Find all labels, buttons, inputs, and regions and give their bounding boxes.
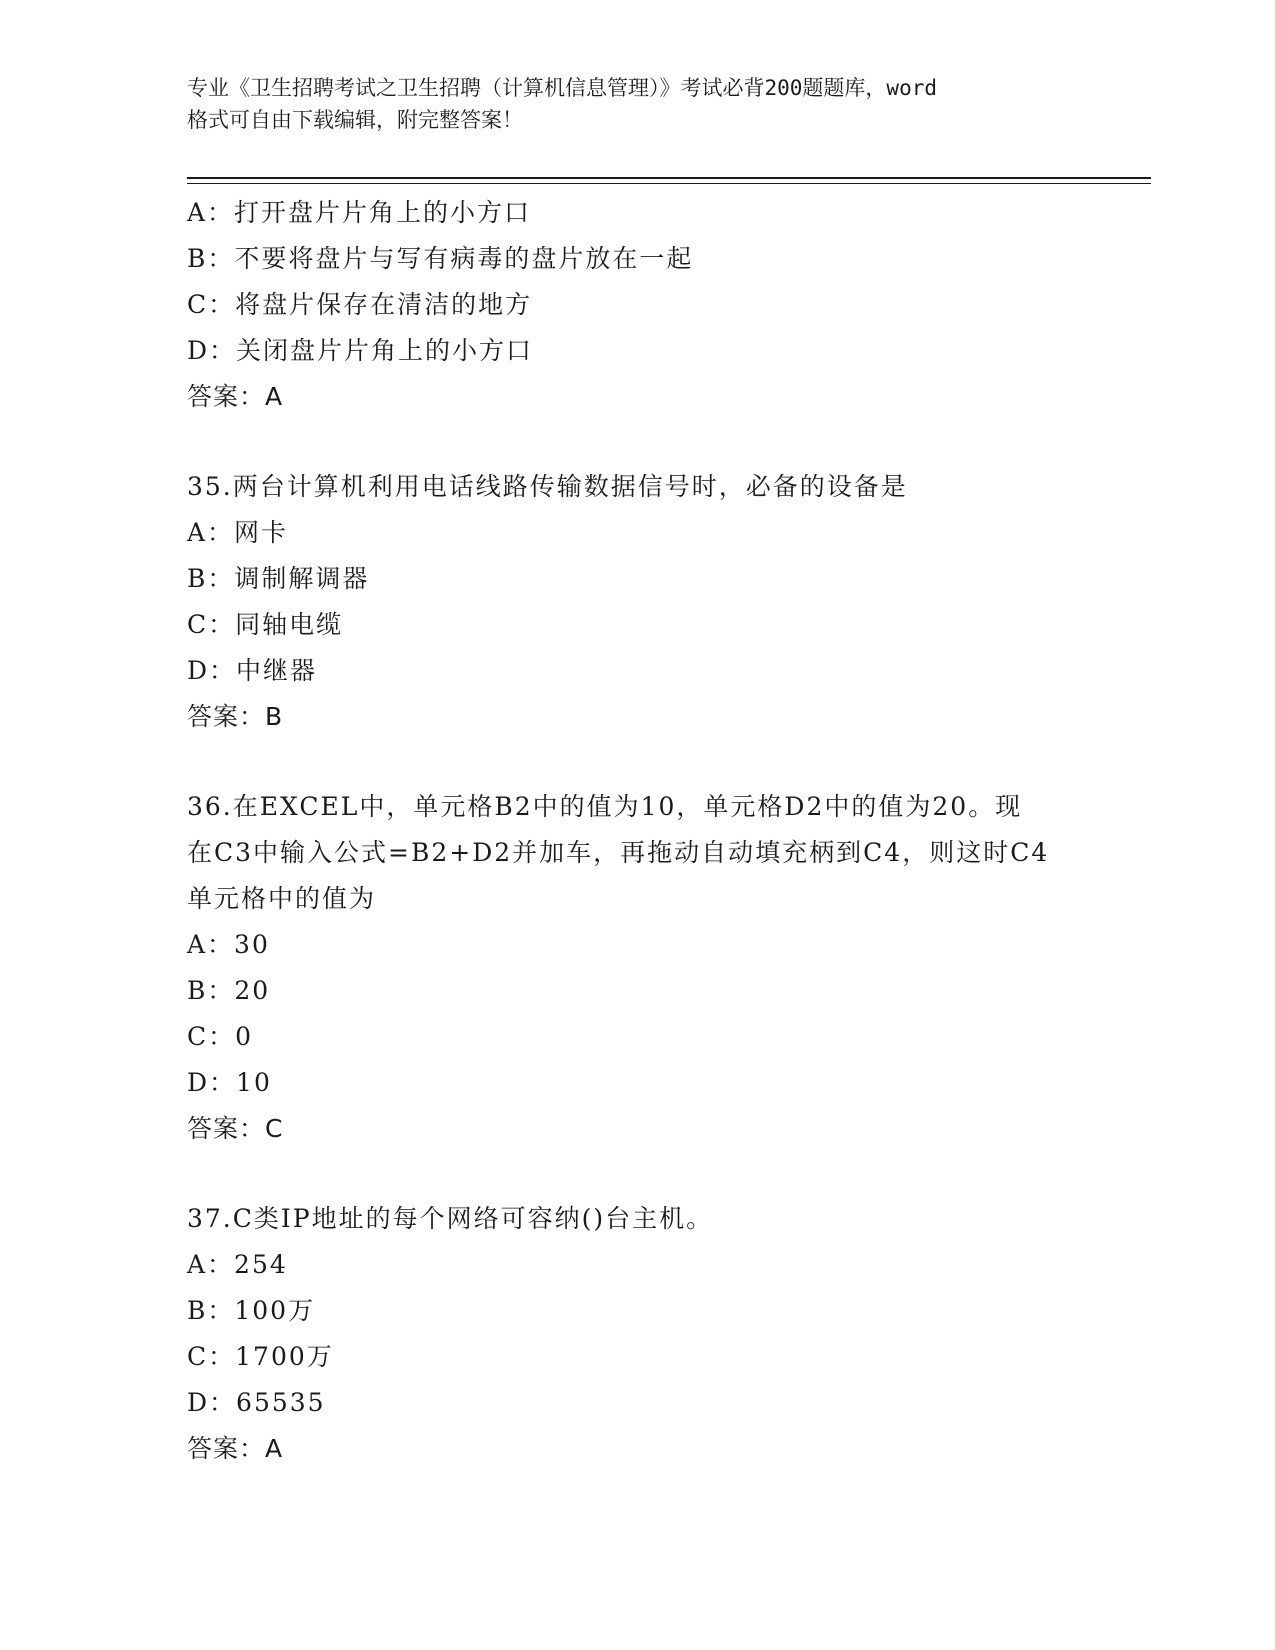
question-block-36 [187, 784, 1087, 1152]
answer: 答案：B [187, 702, 284, 731]
answer: 答案：C [187, 1114, 284, 1143]
header-line-2: 格式可自由下载编辑，附完整答案！ [187, 108, 523, 132]
question-text: 35.两台计算机利用电话线路传输数据信号时，必备的设备是 [187, 472, 908, 501]
option-a: A：打开盘片片角上的小方口 [187, 198, 532, 227]
question-block-37 [187, 1196, 1087, 1472]
answer: 答案：A [187, 1434, 284, 1463]
question-text: 37.C类IP地址的每个网络可容纳()台主机。 [187, 1204, 714, 1233]
option-a: A：网卡 [187, 518, 289, 547]
header-line-1: 专业《卫生招聘考试之卫生招聘（计算机信息管理）》考试必背200题题库，word [187, 76, 937, 100]
option-d: D：中继器 [187, 656, 318, 685]
question-block-35 [187, 464, 1087, 740]
question-block-34 [187, 190, 1087, 420]
option-b: B：20 [187, 976, 271, 1005]
header-rule-thick [187, 177, 1151, 179]
header-rule-thin [187, 183, 1151, 184]
document-header [187, 72, 1087, 136]
question-text-line-3: 单元格中的值为 [187, 884, 377, 913]
option-d: D：65535 [187, 1388, 326, 1417]
question-text-line-2: 在C3中输入公式=B2+D2并加车，再拖动自动填充柄到C4，则这时C4 [187, 838, 1050, 867]
option-a: A：254 [187, 1250, 288, 1279]
question-content [187, 190, 1087, 1472]
question-text-line-1: 36.在EXCEL中，单元格B2中的值为10，单元格D2中的值为20。现 [187, 792, 1023, 821]
option-c: C：将盘片保存在清洁的地方 [187, 290, 533, 319]
option-d: D：关闭盘片片角上的小方口 [187, 336, 534, 365]
option-c: C：同轴电缆 [187, 610, 344, 639]
answer: 答案：A [187, 382, 284, 411]
option-a: A：30 [187, 930, 270, 959]
option-b: B：调制解调器 [187, 564, 370, 593]
option-d: D：10 [187, 1068, 272, 1097]
option-c: C：1700万 [187, 1342, 334, 1371]
option-b: B：100万 [187, 1296, 316, 1325]
option-c: C：0 [187, 1022, 254, 1051]
option-b: B：不要将盘片与写有病毒的盘片放在一起 [187, 244, 694, 273]
